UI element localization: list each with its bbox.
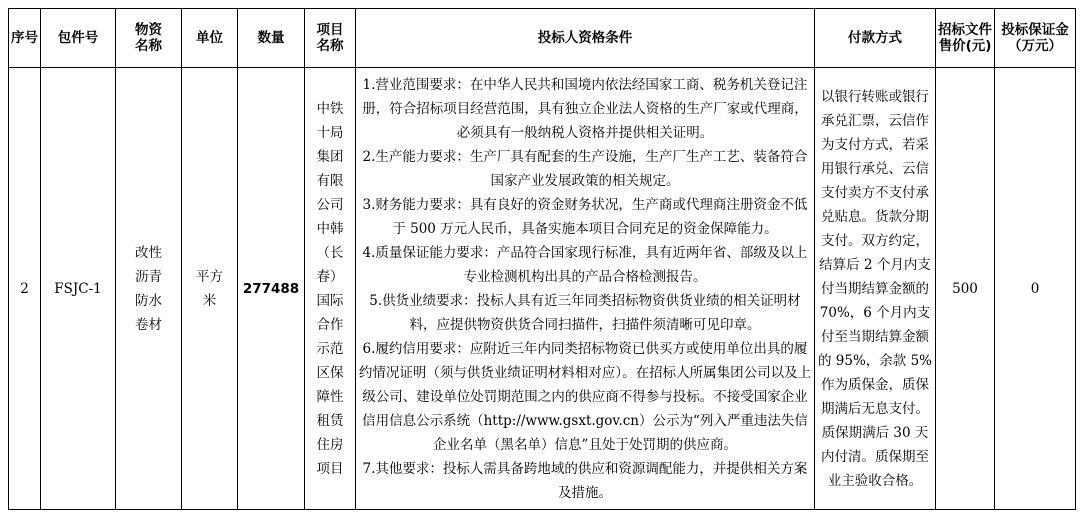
procurement-table bbox=[8, 8, 1076, 510]
header-quantity: 数量 bbox=[238, 9, 305, 68]
qualification-item: 7.其他要求：投标人需具备跨地域的供应和资源调配能力，并提供相关方案及措施。 bbox=[362, 460, 808, 501]
header-qualification: 投标人资格条件 bbox=[356, 9, 815, 68]
header-deposit: 投标保证金（万元） bbox=[995, 9, 1076, 68]
qualification-item: 5.供货业绩要求：投标人具有近三年同类招标物资供货业绩的相关证明材料，应提供物资供货合同扫描件，扫描件须清晰可见印章。 bbox=[369, 292, 801, 333]
cell-quantity: 277488 bbox=[238, 68, 305, 510]
qualification-item: 4.质量保证能力要求：产品符合国家现行标准，具有近两年省、部级及以上专业检测机构出具的产品合格检测报告。 bbox=[362, 244, 808, 285]
cell-deposit: 0 bbox=[995, 68, 1076, 510]
header-project-name: 项目名称 bbox=[305, 9, 356, 68]
header-unit: 单位 bbox=[182, 9, 238, 68]
header-seq: 序号 bbox=[9, 9, 41, 68]
cell-doc-price: 500 bbox=[936, 68, 995, 510]
cell-unit: 平方米 bbox=[182, 68, 238, 510]
cell-material-name: 改性沥青防水卷材 bbox=[116, 68, 182, 510]
header-payment: 付款方式 bbox=[815, 9, 936, 68]
qualification-item: 2.生产能力要求：生产厂具有配套的生产设施，生产厂生产工艺、装备符合国家产业发展政策的相关规定。 bbox=[362, 148, 808, 189]
cell-qualification bbox=[356, 68, 815, 510]
cell-seq: 2 bbox=[9, 68, 41, 510]
header-row bbox=[9, 9, 1076, 68]
cell-project-name: 中铁十局集团有限公司中韩（长春）国际合作示范区保障性租赁住房项目 bbox=[305, 68, 356, 510]
qualification-item: 6.履约信用要求：应附近三年内同类招标物资已供买方或使用单位出具的履约情况证明（须与供货业绩证明材料相对应）。在招标人所属集团公司以及上级公司、建设单位处罚期范围之内的供应商不得参与投标。不接受国家企业信用信息公示系统（http://www.gsxt.gov.cn）公示为“列入严重违法失信企业名单（黑名单）信息”且处于处罚期的供应商。 bbox=[358, 340, 812, 453]
cell-package-no: FSJC-1 bbox=[41, 68, 116, 510]
table-row bbox=[9, 68, 1076, 510]
qualification-item: 3.财务能力要求：具有良好的资金财务状况，生产商或代理商注册资金不低于 500 万元人民币，具备实施本项目合同充足的资金保障能力。 bbox=[362, 196, 808, 237]
header-doc-price: 招标文件售价(元) bbox=[936, 9, 995, 68]
header-package-no: 包件号 bbox=[41, 9, 116, 68]
header-material-name: 物资名称 bbox=[116, 9, 182, 68]
cell-payment: 以银行转账或银行承兑汇票，云信作为支付方式，若采用银行承兑、云信支付卖方不支付承兑贴息。货款分期支付。双方约定，结算后 2 个月内支付当期结算金额的 70%，6 个月内支付至当期结算金额的 95%，余款 5%作为质保金，质保期满后无息支付。质保期满后 30 天内付清。质保期至业主验收合格。 bbox=[815, 68, 936, 510]
qualification-item: 1.营业范围要求：在中华人民共和国境内依法经国家工商、税务机关登记注册，符合招标项目经营范围，具有独立企业法人资格的生产厂家或代理商，必须具有一般纳税人资格并提供相关证明。 bbox=[362, 76, 808, 141]
